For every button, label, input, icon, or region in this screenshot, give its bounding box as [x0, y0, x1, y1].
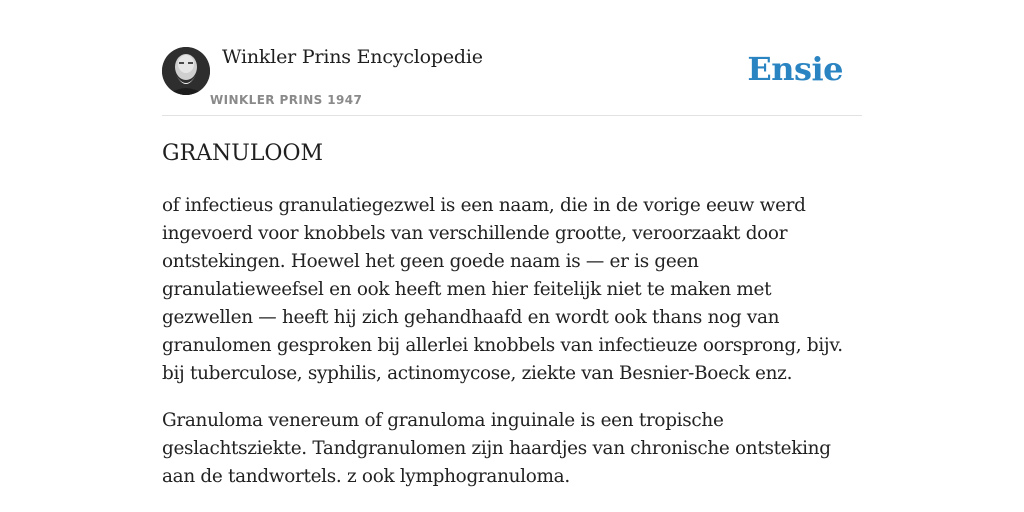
site-title[interactable]: Winkler Prins Encyclopedie — [222, 46, 483, 68]
edition-label[interactable]: WINKLER PRINS 1947 — [210, 93, 363, 107]
article-headword: GRANULOOM — [162, 141, 324, 166]
page-header — [162, 0, 862, 116]
brand-logo[interactable]: Ensie — [747, 50, 843, 88]
article-paragraph: Granuloma venereum of granuloma inguinale is een tropische geslachtsziekte. Tandgranulomen zijn haardjes van chronische ontsteking aan de tandwortels. z ook lymphogranuloma. — [162, 410, 831, 487]
article-body — [162, 192, 862, 510]
article-page — [162, 0, 862, 487]
article-paragraph: of infectieus granulatiegezwel is een naam, die in de vorige eeuw werd ingevoerd voor knobbels van verschillende grootte, veroorzaakt door ontstekingen. Hoewel het geen goede naam is — er is geen granulatieweefsel en ook heeft men hier feitelijk niet te maken met gezwellen — heeft hij zich gehandhaafd en wordt ook thans nog van granulomen gesproken bij allerlei knobbels van infectieuze oorsprong, bijv. bij tuberculose, syphilis, actinomycose, ziekte van Besnier-Boeck enz. — [162, 195, 843, 384]
portrait-avatar-icon[interactable] — [162, 47, 210, 95]
